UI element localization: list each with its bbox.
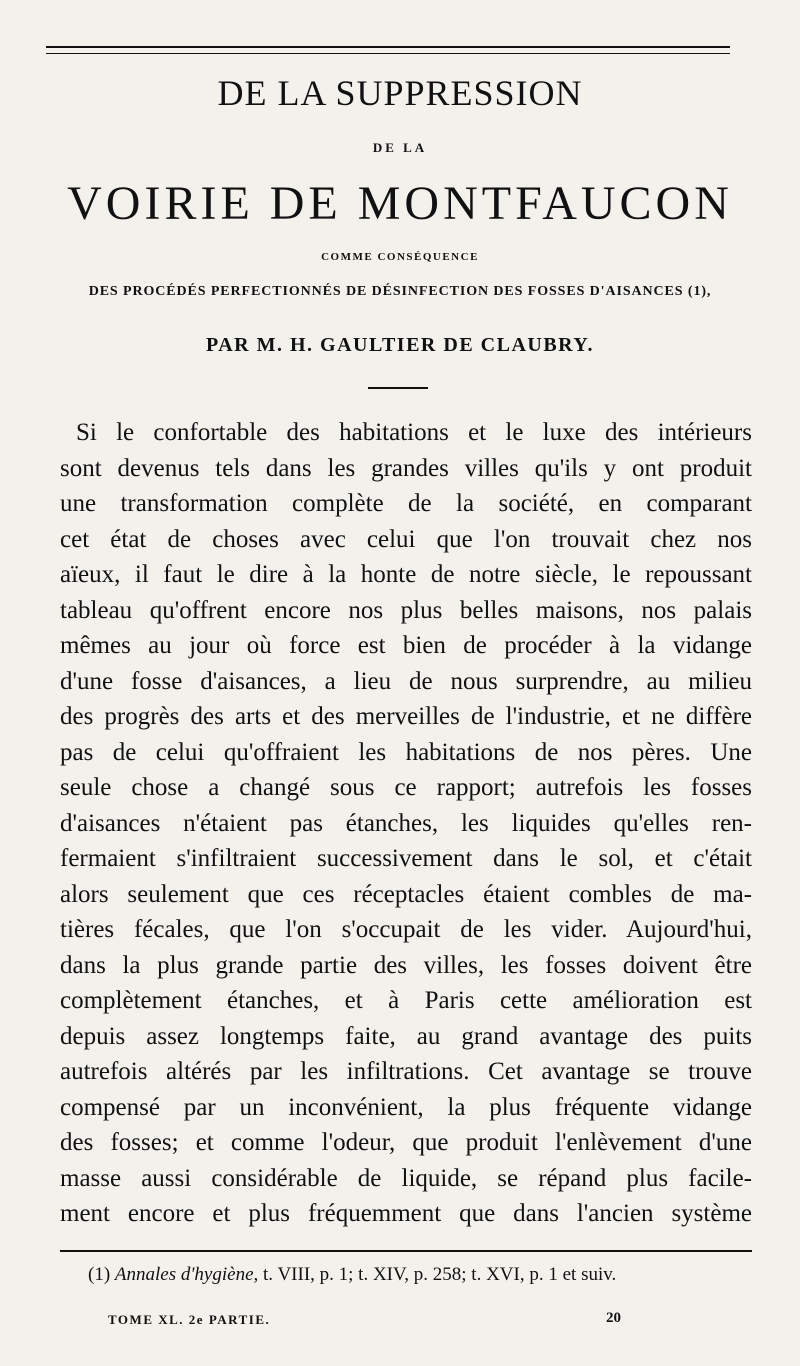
body-line: aïeux, il faut le dire à la honte de notre siècle, le repoussant	[60, 561, 752, 588]
body-line: pas de celui qu'offraient les habitations de nos pères. Une	[60, 738, 752, 766]
footnote-marker: (1)	[88, 1264, 111, 1285]
footnote-refs: , t. VIII, p. 1; t. XIV, p. 258; t. XVI, p. 1 et suiv.	[253, 1264, 617, 1285]
body-line: tières fécales, que l'on s'occupait de les vider. Aujourd'hui,	[60, 916, 752, 943]
body-line: sont devenus tels dans les grandes villes qu'ils y ont produit	[60, 454, 752, 482]
body-line: d'aisances n'étaient pas étanches, les liquides qu'elles ren-	[60, 809, 752, 837]
title-line-3: VOIRIE DE MONTFAUCON	[67, 177, 733, 230]
body-line: autrefois altérés par les infiltrations. Cet avantage se trouve	[60, 1058, 752, 1085]
body-line: une transformation complète de la société, en comparant	[60, 490, 752, 517]
body-line: fermaient s'infiltraient successivement dans le sol, et c'était	[60, 845, 752, 872]
header-rule	[46, 46, 730, 48]
page-number: 20	[606, 1310, 621, 1326]
body-line: d'une fosse d'aisances, a lieu de nous surprendre, au milieu	[60, 667, 752, 695]
title-line-2: DE LA	[372, 140, 428, 155]
body-line: des progrès des arts et des merveilles de l'industrie, et ne diffère	[60, 703, 752, 730]
body-line: alors seulement que ces réceptacles étaient combles de ma-	[60, 880, 752, 908]
body-line: seule chose a changé sous ce rapport; autrefois les fosses	[60, 774, 752, 801]
volume-signature: TOME XL. 2e PARTIE.	[108, 1312, 271, 1327]
body-line: Si le confortable des habitations et le luxe des intérieurs	[76, 419, 752, 446]
body-paragraph	[60, 415, 752, 1232]
body-line: cet état de choses avec celui que l'on trouvait chez nos	[60, 525, 752, 553]
body-line: dans la plus grande partie des villes, les fosses doivent être	[60, 951, 752, 979]
body-line: compensé par un inconvénient, la plus fréquente vidange	[60, 1093, 752, 1121]
subtitle-line-2: DES PROCÉDÉS PERFECTIONNÉS DE DÉSINFECTION DES FOSSES D'AISANCES (1),	[88, 284, 712, 299]
footnote-journal: Annales d'hygiène	[114, 1264, 254, 1285]
body-line: ment encore et plus fréquemment que dans l'ancien système	[60, 1200, 752, 1227]
body-line: depuis assez longtemps faite, au grand avantage des puits	[60, 1022, 752, 1050]
body-line: tableau qu'offrent encore nos plus belles maisons, nos palais	[60, 596, 752, 624]
footnote	[88, 1264, 758, 1286]
author-line: PAR M. H. GAULTIER DE CLAUBRY.	[205, 334, 595, 356]
footnote-rule	[60, 1250, 752, 1252]
body-line: complètement étanches, et à Paris cette amélioration est	[60, 987, 752, 1014]
title-line-1: DE LA SUPPRESSION	[217, 73, 583, 113]
title-separator	[368, 387, 428, 389]
body-line: mêmes au jour où force est bien de procéder à la vidange	[60, 632, 752, 659]
header-rule-thin	[46, 53, 730, 54]
body-line: des fosses; et comme l'odeur, que produit l'enlèvement d'une	[60, 1129, 752, 1156]
subtitle-line-1: COMME CONSÉQUENCE	[321, 251, 479, 263]
body-line: masse aussi considérable de liquide, se répand plus facile-	[60, 1164, 752, 1192]
